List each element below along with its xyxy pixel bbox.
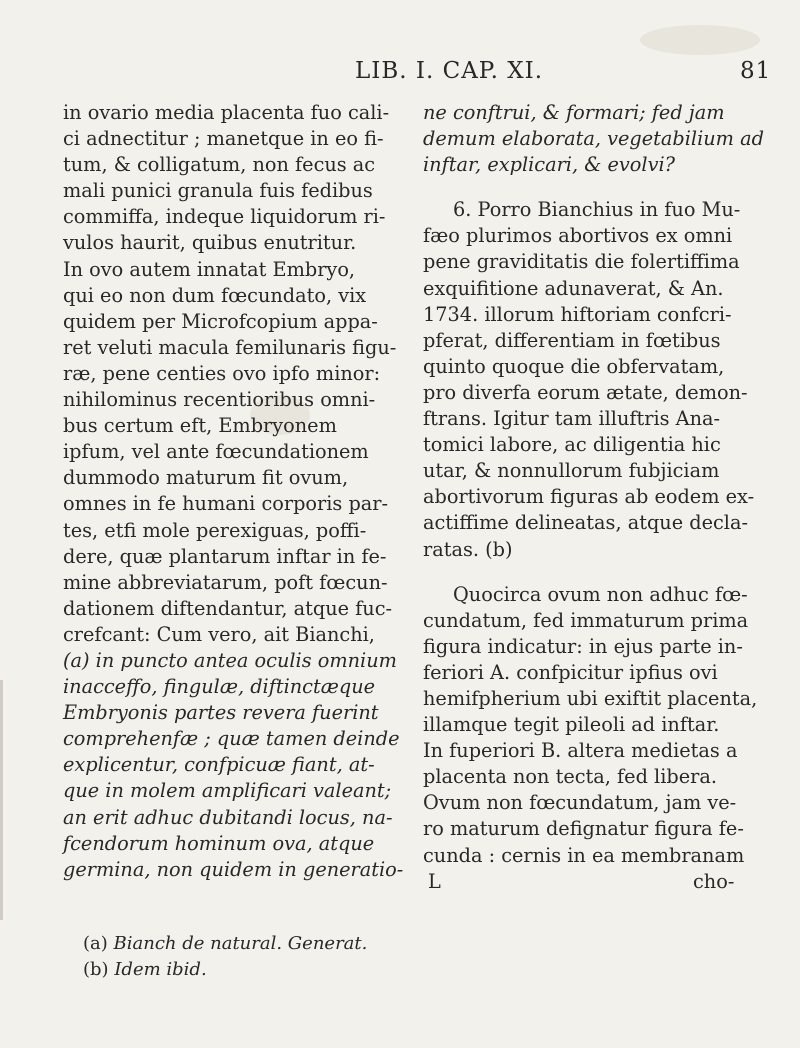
text-line: crefcant: Cum vero, ait Bianchi, <box>63 622 375 646</box>
text-line: 6. Porro Bianchius in fuo Mu- <box>453 198 741 222</box>
text-line: inftar, explicari, & evolvi? <box>423 153 675 177</box>
right-text-column <box>423 100 785 895</box>
text-line: ipfum, vel ante fœcundationem <box>63 440 369 464</box>
text-line: ftrans. Igitur tam illuftris Ana- <box>423 407 721 431</box>
text-line: fcendorum hominum ova, atque <box>63 831 375 855</box>
text-line: explicentur, confpicuæ fiant, at- <box>63 753 375 777</box>
text-line: ro maturum defignatur figura fe- <box>423 817 744 841</box>
footnote-a <box>83 931 367 957</box>
signature-mark: L <box>428 869 441 893</box>
page-edge-shadow <box>0 680 3 920</box>
text-line: ræ, pene centies ovo ipfo minor: <box>63 361 381 385</box>
text-line: in ovario media placenta fuo cali- <box>63 101 390 124</box>
text-line: tes, etfi mole perexiguas, poffi- <box>63 518 367 542</box>
text-line: pro diverfa eorum ætate, demon- <box>423 380 748 404</box>
text-line: vulos haurit, quibus enutritur. <box>63 231 357 255</box>
text-line: Quocirca ovum non adhuc fœ- <box>453 582 748 606</box>
text-line: commiffa, indeque liquidorum ri- <box>63 205 386 229</box>
text-line: pene graviditatis die folertiffima <box>423 250 740 274</box>
text-line: omnes in fe humani corporis par- <box>63 492 389 516</box>
text-line: pferat, differentiam in fœtibus <box>423 328 721 352</box>
catchword: cho- <box>693 869 735 893</box>
text-line: germina, non quidem in generatio- <box>63 857 404 881</box>
footnote-mark: (a) <box>83 933 108 954</box>
text-line: mali punici granula fuis fedibus <box>63 179 373 203</box>
text-line: cundatum, fed immaturum prima <box>423 608 749 632</box>
text-line: dummodo maturum fit ovum, <box>63 466 349 490</box>
text-line: (a) in puncto antea oculis omnium <box>63 648 397 672</box>
footnote-text: Idem ibid. <box>114 959 207 981</box>
catchword-line <box>423 869 785 895</box>
footnotes <box>83 931 367 983</box>
text-line: ratas. (b) <box>423 537 513 561</box>
text-line: In ovo autem innatat Embryo, <box>63 257 356 281</box>
footnote-b <box>83 957 367 983</box>
footnote-text: Bianch de natural. Generat. <box>113 933 368 954</box>
text-line: quidem per Microfcopium appa- <box>63 309 378 333</box>
text-line: Ovum non fœcundatum, jam ve- <box>423 791 737 815</box>
text-line: qui eo non dum fœcundato, vix <box>63 283 367 307</box>
text-line: cunda : cernis in ea membranam <box>423 843 745 867</box>
footnote-mark: (b) <box>83 959 109 981</box>
text-line: ret veluti macula femilunaris figu- <box>63 335 397 359</box>
text-line: hemifpherium ubi exiftit placenta, <box>423 686 758 710</box>
text-line: actiffime delineatas, atque decla- <box>423 511 748 535</box>
text-line: que in molem amplificari valeant; <box>63 779 392 803</box>
left-text-column <box>63 100 409 883</box>
page-number: 81 <box>740 58 772 84</box>
text-line: placenta non tecta, fed libera. <box>423 765 717 789</box>
paragraph-6 <box>423 197 785 562</box>
text-line: abortivorum figuras ab eodem ex- <box>423 485 755 509</box>
text-line: ne conftrui, & formari; fed jam <box>423 101 725 124</box>
text-line: 1734. illorum hiftoriam confcri- <box>423 302 732 326</box>
text-line: mine abbreviatarum, poft fœcun- <box>63 570 388 594</box>
paragraph-quocirca <box>423 582 785 869</box>
italic-quotation-continued <box>423 100 785 178</box>
text-line: utar, & nonnullorum fubjiciam <box>423 459 720 483</box>
running-header <box>0 58 800 88</box>
text-line: tum, & colligatum, non fecus ac <box>63 153 376 177</box>
text-line: ci adnectitur ; manetque in eo fi- <box>63 127 384 151</box>
text-line: Embryonis partes revera fuerint <box>63 701 379 725</box>
text-line: In fuperiori B. altera medietas a <box>423 739 738 763</box>
text-line: fæo plurimos abortivos ex omni <box>423 224 733 248</box>
text-line: inacceffo, fingulæ, diftinctæque <box>63 675 376 699</box>
text-line: dere, quæ plantarum inftar in fe- <box>63 544 387 568</box>
text-line: figura indicatur: in ejus parte in- <box>423 634 743 658</box>
text-line: dationem diftendantur, atque fuc- <box>63 596 393 620</box>
chapter-title: LIB. I. CAP. XI. <box>355 58 544 84</box>
paper-stain <box>640 25 760 55</box>
text-line: feriori A. confpicitur ipfius ovi <box>423 660 718 684</box>
text-line: demum elaborata, vegetabilium ad <box>423 127 764 151</box>
text-line: illamque tegit pileoli ad inftar. <box>423 713 720 737</box>
text-line: an erit adhuc dubitandi locus, na- <box>63 805 393 829</box>
text-line: quinto quoque die obfervatam, <box>423 354 725 378</box>
text-line: tomici labore, ac diligentia hic <box>423 433 721 457</box>
text-line: bus certum eft, Embryonem <box>63 414 337 438</box>
text-line: exquifitione adunaverat, & An. <box>423 276 724 300</box>
text-line: nihilominus recentioribus omni- <box>63 388 376 412</box>
text-line: comprehenfæ ; quæ tamen deinde <box>63 727 400 751</box>
